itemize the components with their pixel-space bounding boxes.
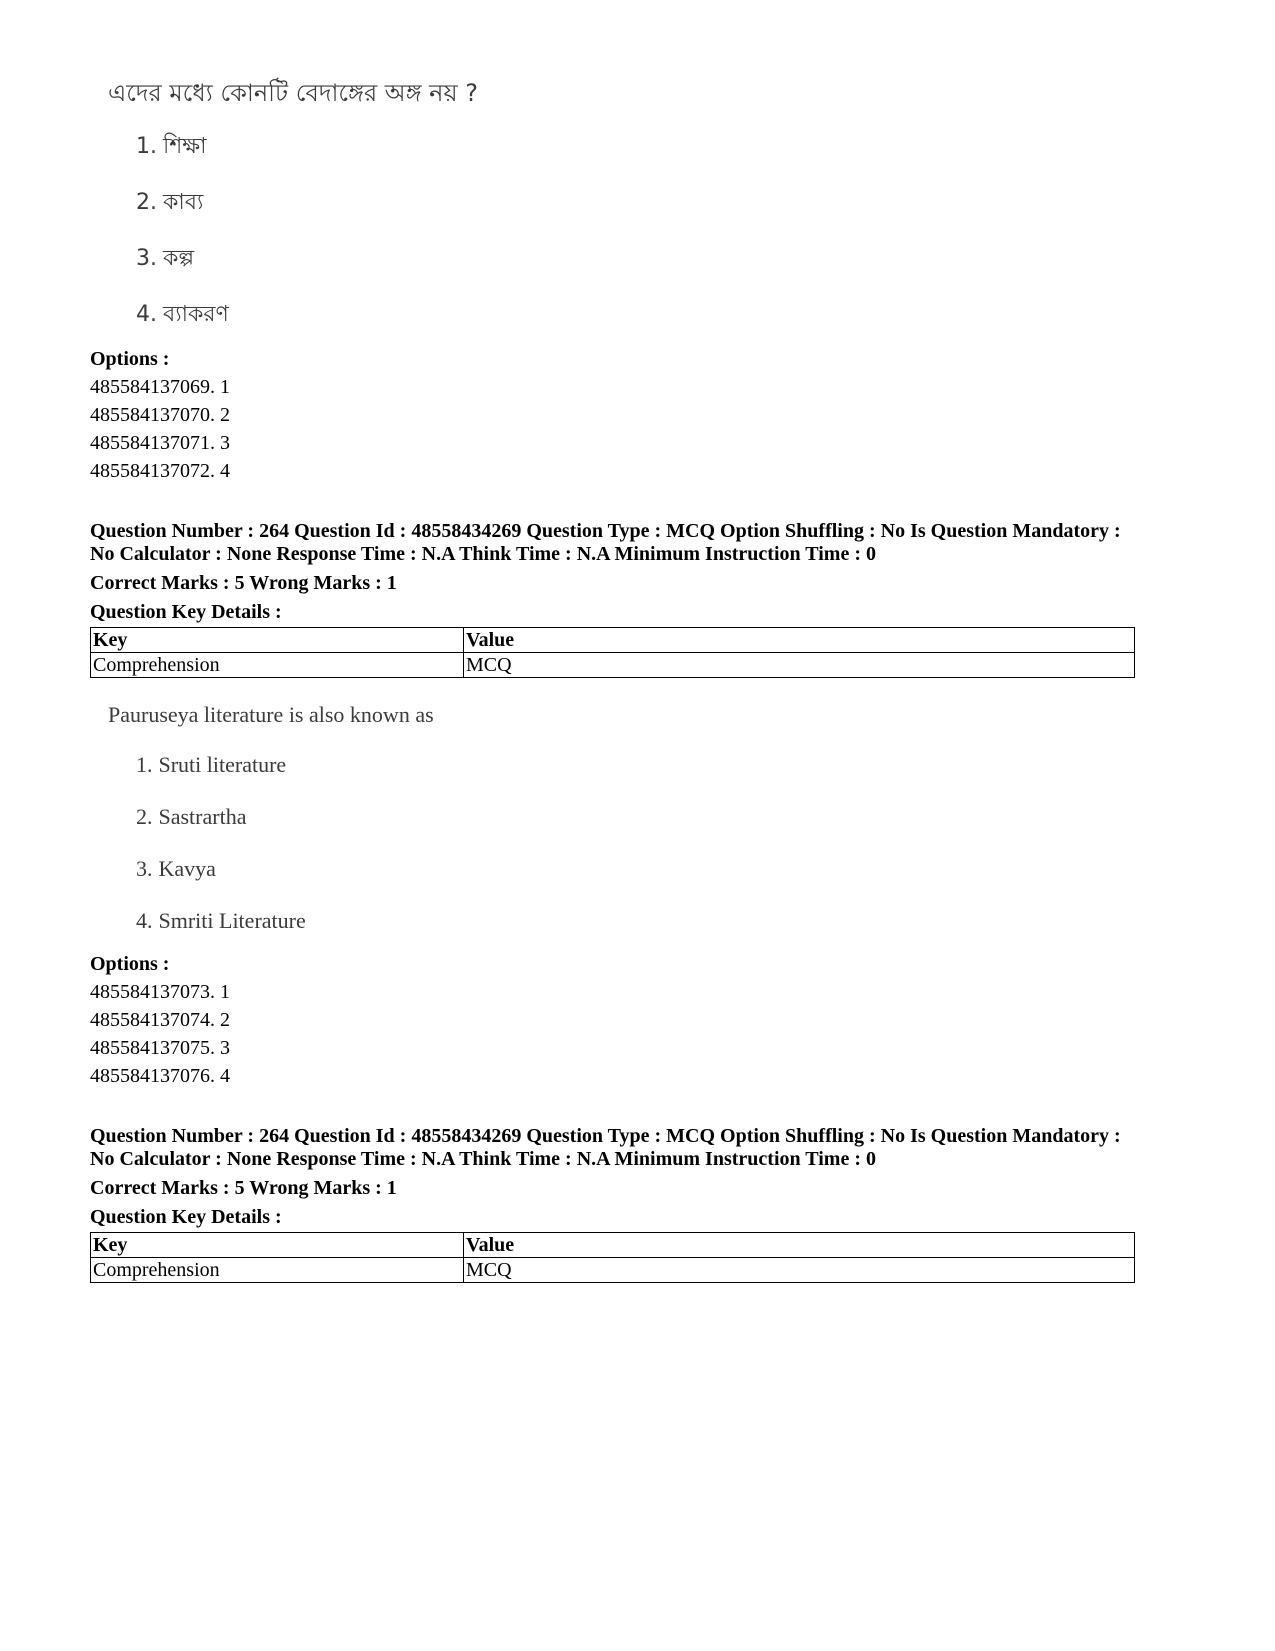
- question-choice-4: [136, 907, 306, 935]
- options-list: [90, 345, 230, 485]
- options-list: [90, 950, 230, 1090]
- key-details-label: Question Key Details :: [90, 1206, 282, 1228]
- table-header-key: Key: [91, 1233, 464, 1258]
- table-header-row: [91, 1233, 1135, 1258]
- choice-number: 4.: [136, 302, 157, 327]
- choice-text: Sruti literature: [158, 752, 287, 777]
- key-details-table: [90, 1232, 1135, 1283]
- question-choice-4: [136, 301, 229, 329]
- question-stem: এদের মধ্যে কোনটি বেদাঙ্গের অঙ্গ নয় ?: [108, 79, 478, 107]
- marks-line: Correct Marks : 5 Wrong Marks : 1: [90, 572, 397, 594]
- options-label: Options :: [90, 953, 170, 975]
- table-row: [91, 1258, 1135, 1283]
- question-choice-3: [136, 245, 194, 273]
- choice-number: 1.: [136, 752, 153, 777]
- table-cell-value: MCQ: [464, 1258, 1135, 1283]
- table-cell-key: Comprehension: [91, 653, 464, 678]
- question-choice-2: [136, 189, 203, 217]
- choice-text: শিক্ষা: [163, 134, 207, 159]
- table-header-value: Value: [464, 1233, 1135, 1258]
- table-cell-key: Comprehension: [91, 1258, 464, 1283]
- choice-number: 2.: [136, 804, 153, 829]
- choice-number: 2.: [136, 190, 157, 215]
- options-label: Options :: [90, 348, 170, 370]
- choice-text: কল্প: [163, 246, 195, 271]
- question-image-english: [108, 700, 808, 940]
- option-item: 485584137076. 4: [90, 1065, 230, 1087]
- table-header-row: [91, 628, 1135, 653]
- question-choice-2: [136, 803, 246, 831]
- question-choice-1: [136, 133, 207, 161]
- option-item: 485584137070. 2: [90, 404, 230, 426]
- key-details-table: [90, 627, 1135, 678]
- question-stem: Pauruseya literature is also known as: [108, 702, 434, 727]
- choice-text: Smriti Literature: [158, 908, 306, 933]
- option-item: 485584137074. 2: [90, 1009, 230, 1031]
- option-item: 485584137075. 3: [90, 1037, 230, 1059]
- option-item: 485584137072. 4: [90, 460, 230, 482]
- meta-line: No Calculator : None Response Time : N.A Think Time : N.A Minimum Instruction Time : 0: [90, 1148, 876, 1170]
- table-header-value: Value: [464, 628, 1135, 653]
- option-item: 485584137071. 3: [90, 432, 230, 454]
- meta-line: No Calculator : None Response Time : N.A Think Time : N.A Minimum Instruction Time : 0: [90, 543, 876, 565]
- choice-text: ব্যাকরণ: [163, 302, 229, 327]
- table-header-key: Key: [91, 628, 464, 653]
- key-details-label: Question Key Details :: [90, 601, 282, 623]
- choice-number: 1.: [136, 134, 157, 159]
- choice-text: কাব্য: [163, 190, 204, 215]
- choice-number: 4.: [136, 908, 153, 933]
- choice-text: Kavya: [158, 856, 216, 881]
- table-row: [91, 653, 1135, 678]
- question-meta: [90, 520, 1190, 624]
- choice-text: Sastrartha: [158, 804, 247, 829]
- question-choice-1: [136, 751, 286, 779]
- choice-number: 3.: [136, 856, 153, 881]
- option-item: 485584137069. 1: [90, 376, 230, 398]
- table-cell-value: MCQ: [464, 653, 1135, 678]
- question-image-bengali: [108, 78, 808, 338]
- choice-number: 3.: [136, 246, 157, 271]
- option-item: 485584137073. 1: [90, 981, 230, 1003]
- question-meta: [90, 1125, 1190, 1229]
- marks-line: Correct Marks : 5 Wrong Marks : 1: [90, 1177, 397, 1199]
- question-choice-3: [136, 855, 216, 883]
- meta-line: Question Number : 264 Question Id : 48558434269 Question Type : MCQ Option Shuffling : No Is Question Mandatory :: [90, 520, 1121, 542]
- meta-line: Question Number : 264 Question Id : 48558434269 Question Type : MCQ Option Shuffling : No Is Question Mandatory :: [90, 1125, 1121, 1147]
